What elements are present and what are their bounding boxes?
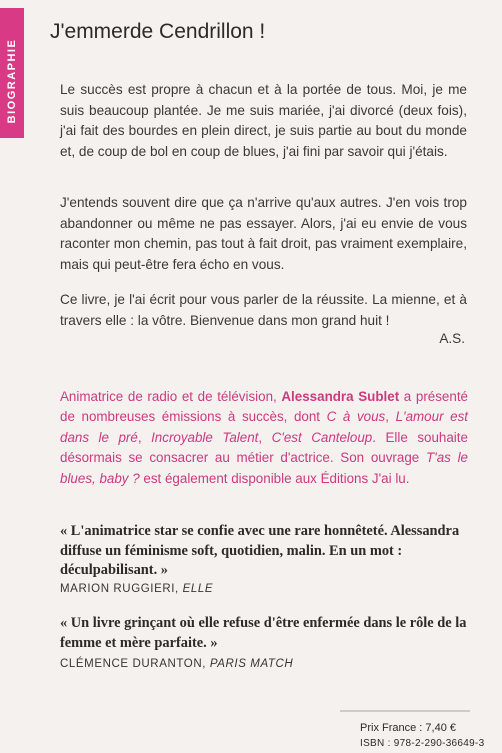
quote-source-2 <box>60 658 293 670</box>
intro-paragraph-1: Le succès est propre à chacun et à la portée de tous. Moi, je me suis beaucoup plantée. Je me suis mariée, j'ai divorcé (deux fois), j'ai fait des bourdes en plein direct, je suis partie au bout du monde et, de coup de bol en coup de blues, j'ai fini par savoir qui j'étais. <box>60 82 467 159</box>
isbn-label: ISBN : 978-2-290-36649-3 <box>360 738 485 749</box>
separator: , <box>385 409 396 425</box>
quote-outlet: PARIS MATCH <box>209 658 294 670</box>
quote-outlet: ELLE <box>182 583 214 595</box>
bio-text: Animatrice de radio et de télévision, <box>60 389 282 404</box>
press-quote-2: « Un livre grinçant où elle refuse d'être enfermée dans le rôle de la femme et mère parfaite. » <box>60 615 467 651</box>
intro-paragraph-3: Ce livre, je l'ai écrit pour vous parler de la réussite. La mienne, et à travers elle : la vôtre. Bienvenue dans mon grand huit ! <box>60 292 467 328</box>
quote-author: CLÉMENCE DURANTON, <box>60 658 210 670</box>
separator: , <box>258 429 272 445</box>
press-quote-1: « L'animatrice star se confie avec une rare honnêteté. Alessandra diffuse un féminisme soft, quotidien, malin. En un mot : déculpabilisant. » <box>60 523 460 578</box>
show-title: Incroyable Talent <box>151 429 259 445</box>
author-initials: A.S. <box>439 331 465 346</box>
show-title: L'amour est dans le pré <box>60 409 469 445</box>
category-tab <box>0 8 24 138</box>
separator: , <box>137 429 152 445</box>
bio-text: . Elle souhaite désormais se consacrer au métier d'actrice. Son ouvrage <box>60 429 468 466</box>
author-bio <box>60 387 468 489</box>
category-label: BIOGRAPHIE <box>6 38 18 124</box>
bio-text: est également disponible aux Éditions J'ai lu. <box>139 470 410 486</box>
intro-paragraph-2: J'entends souvent dire que ça n'arrive qu'aux autres. J'en vois trop abandonner ou même ne pas essayer. Alors, j'ai eu envie de vous raconter mon chemin, pas tout à fait droit, pas vraiment exemplaire, mais qui peut-être fera écho en vous. <box>60 195 467 272</box>
barcode-strip <box>340 710 470 712</box>
book-title-ref: T'as le blues, baby ? <box>60 450 468 486</box>
book-title: J'emmerde Cendrillon ! <box>50 20 266 43</box>
author-name: Alessandra Sublet <box>281 389 400 404</box>
show-title: C'est Canteloup <box>271 429 373 445</box>
quote-author: MARION RUGGIERI, <box>60 583 183 595</box>
quote-source-1 <box>60 583 213 595</box>
bio-text: a présenté de nombreuses émissions à succès, dont <box>60 389 468 425</box>
show-title: C à vous <box>326 409 386 425</box>
price-label: Prix France : 7,40 € <box>360 722 456 734</box>
